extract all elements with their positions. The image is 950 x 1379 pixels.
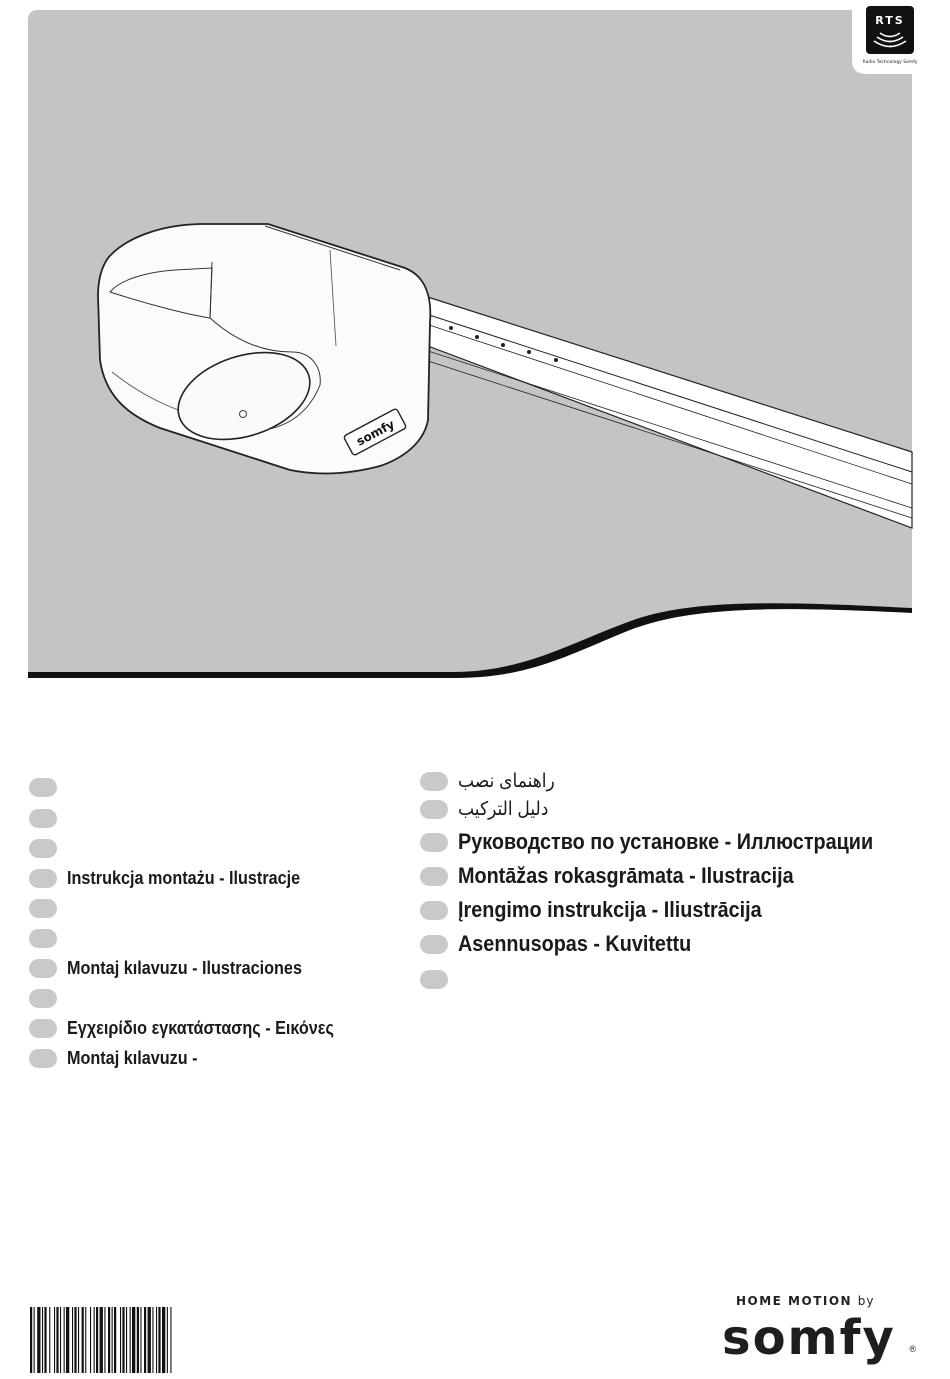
barcode-bar [144, 1307, 146, 1373]
language-label: Εγχειρίδιο εγκατάστασης - Εικόνες [67, 1017, 334, 1038]
language-flag [420, 772, 448, 791]
language-item [29, 774, 67, 800]
barcode-bar [96, 1307, 98, 1373]
language-label: Montaj kılavuzu - [67, 1047, 198, 1068]
language-flag [420, 935, 448, 954]
language-item [420, 966, 458, 992]
brand-logo [714, 1290, 914, 1370]
barcode-bar [56, 1307, 58, 1373]
barcode-bar [156, 1307, 157, 1373]
language-label: راهنمای نصب [458, 770, 555, 792]
language-flag [420, 800, 448, 819]
barcode-bar [72, 1307, 73, 1373]
language-label: Asennusopas - Kuvitettu [458, 931, 692, 956]
barcode-bar [90, 1307, 91, 1373]
barcode-bar [37, 1307, 40, 1373]
language-item [29, 835, 67, 861]
language-item [29, 895, 67, 921]
barcode-bar [74, 1307, 76, 1373]
rts-title: RTS [875, 14, 905, 27]
barcode-bar [152, 1307, 153, 1373]
barcode-bar [66, 1307, 69, 1373]
language-item [29, 955, 328, 981]
language-flag [29, 929, 57, 948]
barcode-bar [170, 1307, 171, 1373]
barcode-bar [132, 1307, 135, 1373]
language-item [29, 1045, 212, 1071]
language-item [29, 865, 326, 891]
barcode-bar [122, 1307, 124, 1373]
language-flag [29, 809, 57, 828]
barcode-bar [114, 1307, 116, 1373]
barcode-bar [158, 1307, 160, 1373]
barcode-bar [42, 1307, 43, 1373]
barcode-bar [148, 1307, 151, 1373]
barcode-bar [44, 1307, 46, 1373]
language-flag [420, 867, 448, 886]
barcode-bar [108, 1307, 110, 1373]
language-flag [420, 901, 448, 920]
barcode-bar [130, 1307, 131, 1373]
barcode-bar [120, 1307, 121, 1373]
barcode-bar [30, 1307, 32, 1373]
language-item [420, 931, 717, 957]
language-item [420, 796, 558, 822]
language-item [420, 897, 795, 923]
barcode-bar [137, 1307, 139, 1373]
barcode-bar [82, 1307, 84, 1373]
language-item [29, 1015, 364, 1041]
language-item [29, 805, 67, 831]
product-logo: somfy [354, 417, 397, 449]
barcode-bar [140, 1307, 141, 1373]
barcode-bar [126, 1307, 127, 1373]
language-flag [29, 869, 57, 888]
language-item [420, 768, 566, 794]
language-label: Руководство по установке - Иллюстрации [458, 829, 874, 854]
rts-badge [852, 0, 950, 74]
language-label: Instrukcja montażu - Ilustracje [67, 867, 301, 888]
language-flag [29, 778, 57, 797]
language-item [29, 925, 67, 951]
language-item [420, 863, 831, 889]
brand-wordmark: somfy [722, 1310, 896, 1366]
language-flag [29, 899, 57, 918]
language-flag [420, 970, 448, 989]
barcode-bar [64, 1307, 65, 1373]
language-flag [29, 1019, 57, 1038]
barcode-bar [94, 1307, 95, 1373]
language-label: Montāžas rokasgrāmata - Ilustracija [458, 863, 794, 888]
barcode-bar [85, 1307, 86, 1373]
barcode-bar [60, 1307, 61, 1373]
language-flag [29, 839, 57, 858]
barcode-bar [162, 1307, 165, 1373]
barcode-bar [112, 1307, 113, 1373]
registered-mark: ® [909, 1344, 916, 1354]
barcode-bar [54, 1307, 55, 1373]
barcode-bar [104, 1307, 105, 1373]
barcode-bar [34, 1307, 35, 1373]
brand-tagline: HOME MOTION by [736, 1294, 875, 1308]
language-item [29, 985, 67, 1011]
barcode [30, 1307, 216, 1373]
language-label: دليل التركيب [458, 798, 549, 820]
language-flag [29, 959, 57, 978]
barcode-bar [49, 1307, 50, 1373]
barcode-bar [167, 1307, 168, 1373]
language-flag [29, 989, 57, 1008]
rts-subtitle: Radio Technology Somfy [862, 60, 918, 65]
language-label: Įrengimo instrukcija - Iliustrācija [458, 897, 762, 922]
barcode-bar [78, 1307, 79, 1373]
language-flag [29, 1049, 57, 1068]
language-label: Montaj kılavuzu - Ilustraciones [67, 957, 302, 978]
language-item [420, 829, 919, 855]
language-flag [420, 833, 448, 852]
barcode-bar [100, 1307, 103, 1373]
